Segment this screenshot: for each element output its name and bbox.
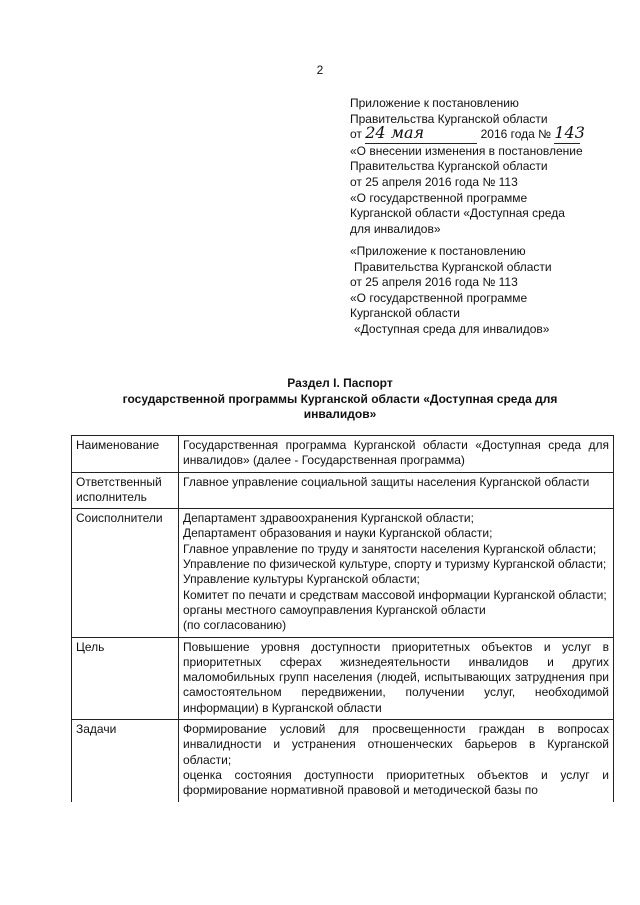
appendix-line-8: Курганской области «Доступная среда — [350, 206, 565, 221]
table-row-coexecutors — [72, 509, 614, 637]
appendix-line-4: «О внесении изменения в постановление — [350, 143, 583, 158]
appendix-line-5: Правительства Курганской области — [350, 159, 548, 174]
appendix-line-7: «О государственной программе — [350, 190, 528, 205]
year-text: 2016 года № — [480, 127, 552, 142]
content-line: органы местного самоуправления Курганской области — [183, 602, 486, 617]
row-content — [179, 472, 614, 509]
appendix2-line-6: «Доступная среда для инвалидов» — [354, 321, 550, 336]
content-line: оценка состояния доступности приоритетных объектов и услуг и формирование нормативной правовой и методической базы по — [183, 767, 609, 798]
appendix2-line-4: «О государственной программе — [350, 290, 528, 305]
handwritten-number-field — [554, 123, 585, 144]
table-row-goal — [72, 637, 614, 719]
appendix-line-6: от 25 апреля 2016 года № 113 — [350, 174, 518, 189]
appendix-header-2 — [350, 244, 620, 338]
appendix2-line-5: Курганской области — [350, 306, 460, 321]
row-label: Соисполнители — [72, 509, 179, 637]
table-row-tasks — [72, 720, 614, 802]
content-line: Департамент здравоохранения Курганской области; — [183, 511, 474, 526]
appendix2-line-2: Правительства Курганской области — [354, 259, 552, 274]
handwritten-date-field — [365, 123, 477, 144]
row-content — [179, 720, 614, 802]
section-title-line-2: государственной программы Курганской области «Доступная среда для — [122, 391, 558, 406]
appendix-line-2: Правительства Курганской области — [350, 111, 548, 126]
handwritten-number: 143 — [554, 123, 585, 143]
row-label: Ответственный исполнитель — [72, 472, 179, 509]
date-prefix: от — [350, 127, 362, 142]
content-line: Повышение уровня доступности приоритетных объектов и услуг в приоритетных сферах жизнедеятельности инвалидов и других маломобильных групп населения (людей, испытывающих затруднения при самостоятельном передвижении, получении услуг, необходимой информации) в Курганской области — [183, 639, 609, 715]
row-label: Цель — [72, 637, 179, 719]
row-label: Задачи — [72, 720, 179, 802]
content-line: Главное управление по труду и занятости населения Курганской области; — [183, 541, 597, 556]
row-content — [179, 436, 614, 473]
page-number: 2 — [316, 63, 324, 77]
row-content — [179, 509, 614, 637]
row-content — [179, 637, 614, 719]
content-line: Департамент образования и науки Курганской области; — [183, 526, 493, 541]
section-title — [80, 376, 600, 423]
content-line: Управление культуры Курганской области; — [183, 572, 420, 587]
handwritten-date: 24 мая — [365, 123, 425, 143]
appendix2-line-3: от 25 апреля 2016 года № 113 — [350, 275, 518, 290]
table-row-name — [72, 436, 614, 473]
passport-table — [71, 435, 614, 802]
content-line: Главное управление социальной защиты населения Курганской области — [183, 474, 590, 489]
content-line: (по согласованию) — [183, 618, 287, 633]
appendix2-line-1: «Приложение к постановлению — [350, 244, 526, 258]
appendix-line-9: для инвалидов» — [350, 221, 441, 236]
row-label: Наименование — [72, 436, 179, 473]
content-line: Комитет по печати и средствам массовой информации Курганской области; — [183, 587, 607, 602]
content-line: Управление по физической культуре, спорту и туризму Курганской области; — [183, 557, 607, 572]
appendix-line-1: Приложение к постановлению — [350, 96, 519, 110]
content-line: Государственная программа Курганской области «Доступная среда для инвалидов» (далее - Государственная программа) — [183, 438, 609, 468]
table-row-responsible — [72, 472, 614, 509]
content-line: Формирование условий для просвещенности граждан в вопросах инвалидности и устранения отношенческих барьеров в Курганской области; — [183, 722, 609, 767]
appendix-date-line — [350, 123, 620, 144]
section-title-line-1: Раздел I. Паспорт — [287, 376, 393, 390]
section-title-line-3: инвалидов» — [303, 407, 377, 422]
appendix-header — [350, 96, 620, 237]
